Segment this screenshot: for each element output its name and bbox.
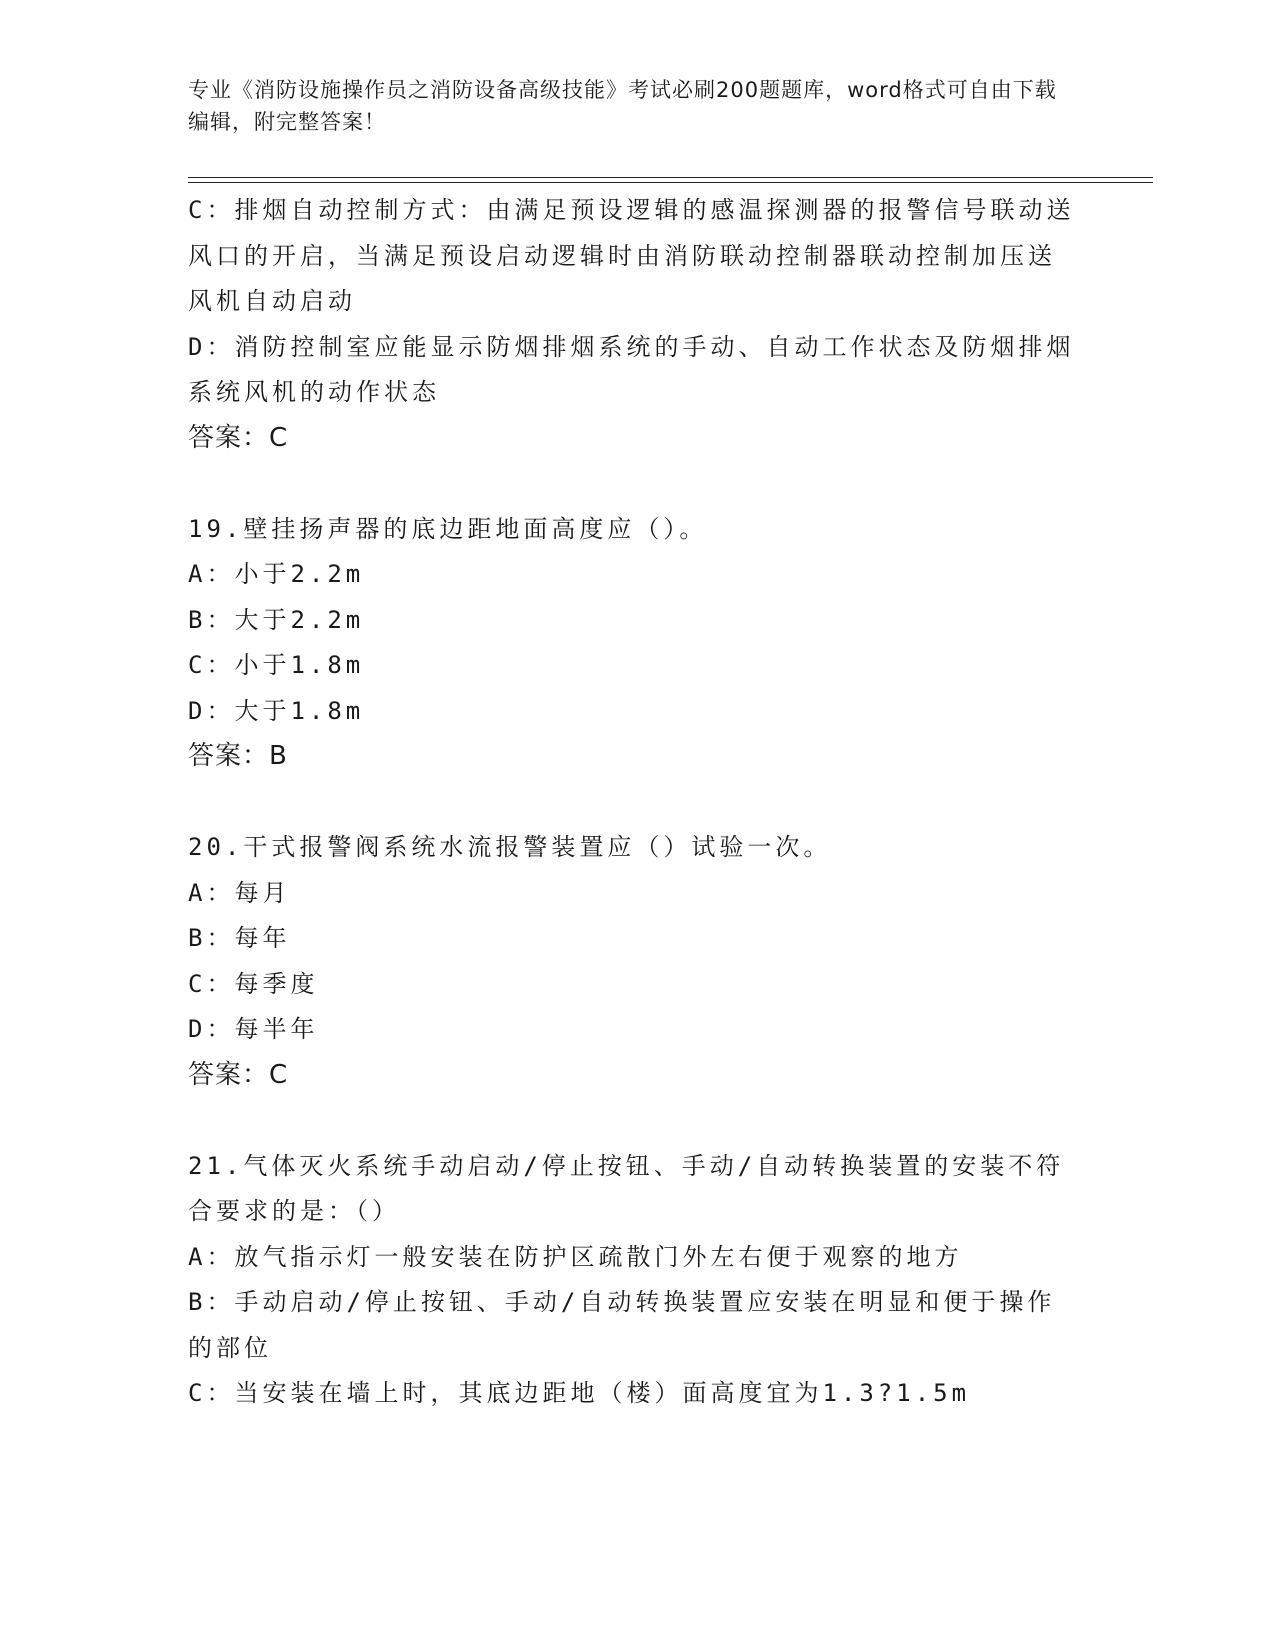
question-19-stem: 19.壁挂扬声器的底边距地面高度应（）。 <box>188 514 708 543</box>
spacer <box>188 1098 1078 1144</box>
spacer <box>188 780 1078 826</box>
question-content <box>188 188 1078 1417</box>
spacer <box>188 461 1078 507</box>
header-rule-bottom <box>188 182 1153 183</box>
question-21-option-a: A：放气指示灯一般安装在防护区疏散门外左右便于观察的地方 <box>188 1242 963 1271</box>
question-20-stem: 20.干式报警阀系统水流报警装置应（）试验一次。 <box>188 833 832 861</box>
question-19-option-a: A：小于2.2m <box>188 560 365 588</box>
question-20-option-c: C：每季度 <box>188 969 319 998</box>
question-21-option-c: C：当安装在墙上时，其底边距地（楼）面高度宜为1.3?1.5m <box>188 1379 971 1407</box>
prev-option-d: D：消防控制室应能显示防烟排烟系统的手动、自动工作状态及防烟排烟系统风机的动作状态 <box>188 332 1075 406</box>
prev-answer: 答案：C <box>188 422 289 453</box>
question-19-option-c: C：小于1.8m <box>188 651 365 679</box>
prev-option-c: C：排烟自动控制方式：由满足预设逻辑的感温探测器的报警信号联动送风口的开启，当满足预设启动逻辑时由消防联动控制器联动控制加压送风机自动启动 <box>188 196 1075 315</box>
question-21-stem: 21.气体灭火系统手动启动/停止按钮、手动/自动转换装置的安装不符合要求的是：（） <box>188 1151 1065 1225</box>
question-20-option-b: B：每年 <box>188 924 291 952</box>
header-rule-top <box>188 177 1153 178</box>
question-19-answer: 答案：B <box>188 741 288 771</box>
question-19-option-d: D：大于1.8m <box>188 696 365 725</box>
question-20-option-d: D：每半年 <box>188 1015 319 1043</box>
question-21-option-b: B：手动启动/停止按钮、手动/自动转换装置应安装在明显和便于操作的部位 <box>188 1288 1056 1362</box>
question-20-option-a: A：每月 <box>188 878 291 907</box>
question-20-answer: 答案：C <box>188 1059 289 1090</box>
question-19-option-b: B：大于2.2m <box>188 605 365 634</box>
document-header: 专业《消防设施操作员之消防设备高级技能》考试必刷200题题库，word格式可自由下载编辑，附完整答案！ <box>188 78 1057 134</box>
